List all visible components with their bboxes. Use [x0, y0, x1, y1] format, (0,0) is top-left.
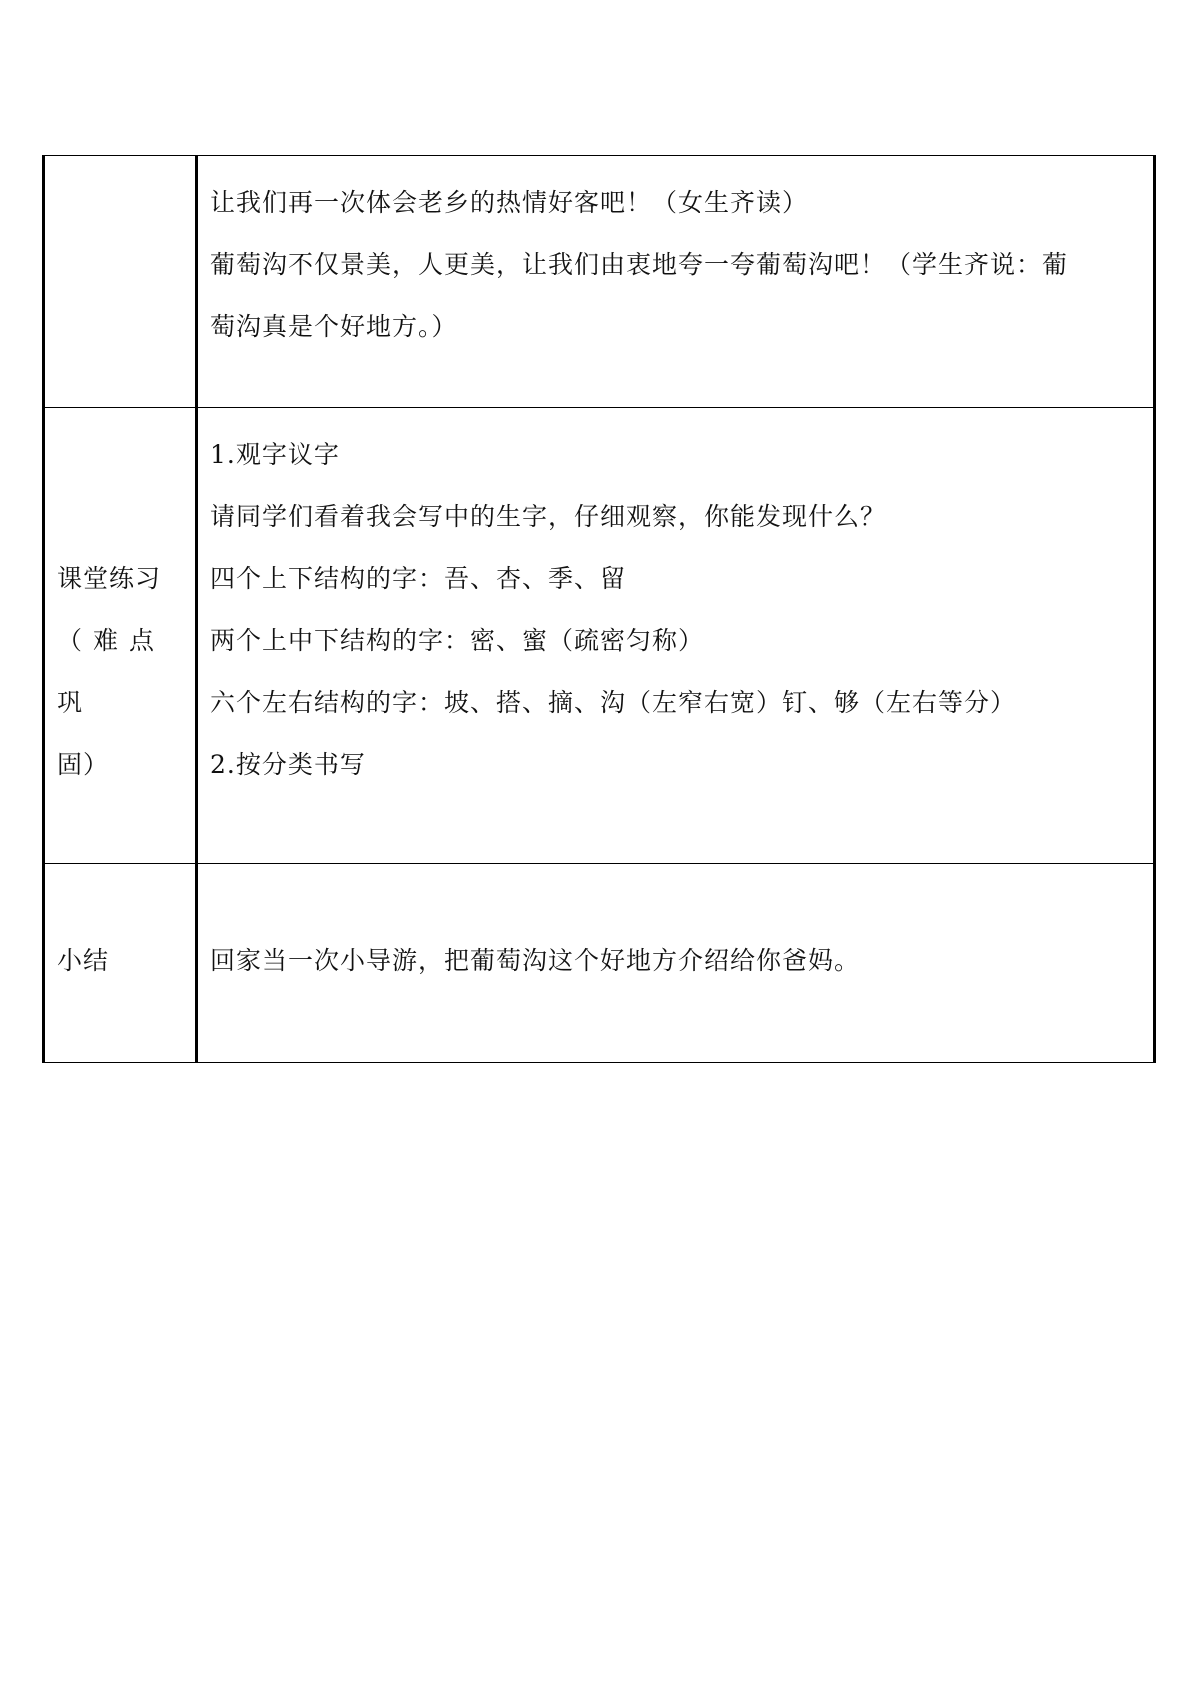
label-line: （难点巩 [57, 626, 166, 717]
row-content-cell [197, 156, 1155, 408]
content-line: 回家当一次小导游，把葡萄沟这个好地方介绍给你爸妈。 [210, 946, 861, 975]
content-line: 2.按分类书写 [210, 750, 366, 779]
content-line: 六个左右结构的字：坡、搭、摘、沟（左窄右宽）钉、够（左右等分） [210, 688, 1017, 717]
content-line: 请同学们看着我会写中的生字，仔细观察，你能发现什么？ [210, 502, 887, 531]
row-label [45, 408, 195, 796]
table-row [44, 864, 1155, 1063]
row-label-cell [44, 864, 197, 1063]
content-line: 两个上中下结构的字：密、蜜（疏密匀称） [210, 626, 705, 655]
content-line: 萄沟真是个好地方。） [210, 312, 458, 341]
lesson-plan-table [42, 155, 1156, 1063]
row-content-cell [197, 408, 1155, 864]
label-line: 固） [57, 750, 110, 779]
content-line: 让我们再一次体会老乡的热情好客吧！（女生齐读） [210, 188, 809, 217]
row-label-cell [44, 408, 197, 864]
content-text-block [198, 408, 1153, 796]
label-line: 小结 [57, 946, 110, 975]
content-text-block [198, 864, 1153, 992]
label-line: 课堂练习 [57, 564, 162, 593]
table-row [44, 156, 1155, 408]
row-label-cell [44, 156, 197, 408]
content-line: 四个上下结构的字：吾、杏、季、留 [210, 564, 627, 593]
table-row [44, 408, 1155, 864]
row-content-cell [197, 864, 1155, 1063]
content-text-block [198, 156, 1153, 358]
content-line: 1.观字议字 [210, 440, 340, 469]
content-line: 葡萄沟不仅景美，人更美，让我们由衷地夸一夸葡萄沟吧！（学生齐说：葡 [210, 250, 1069, 279]
row-label [45, 864, 195, 992]
